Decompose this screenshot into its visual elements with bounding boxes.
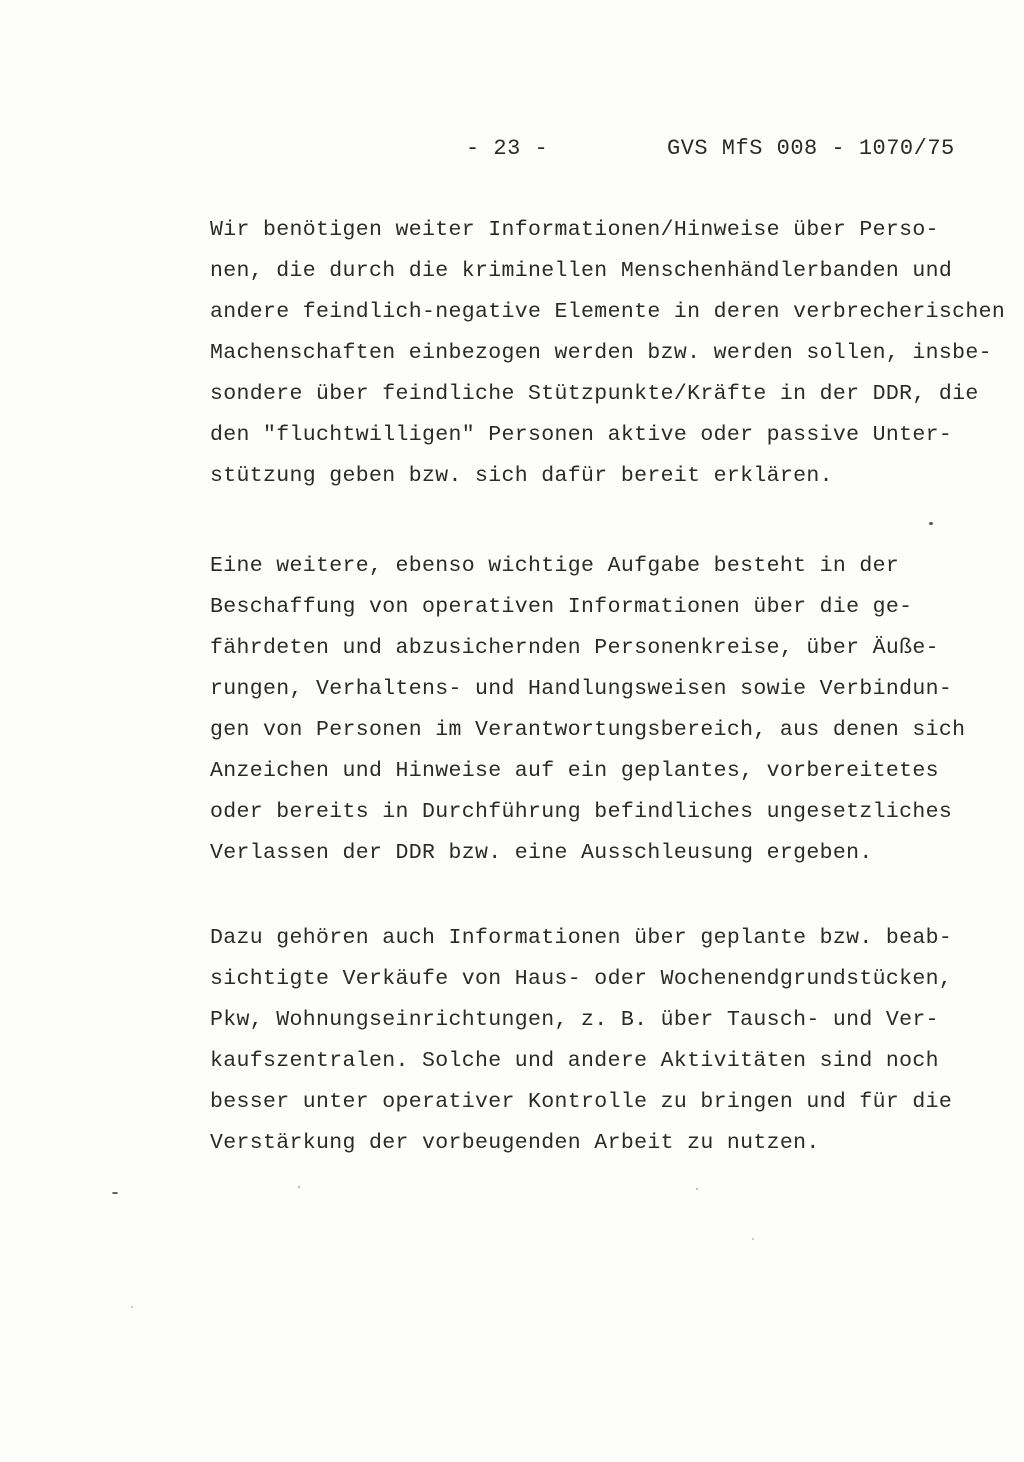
text-line: Beschaffung von operativen Informationen über die ge- xyxy=(210,595,913,619)
text-line: stützung geben bzw. sich dafür bereit erklären. xyxy=(210,464,833,488)
text-line: Anzeichen und Hinweise auf ein geplantes, vorbereitetes xyxy=(210,759,939,783)
page-header xyxy=(0,136,1024,168)
text-line: den "fluchtwilligen" Personen aktive oder passive Unter- xyxy=(210,423,953,447)
text-line: kaufszentralen. Solche und andere Aktivitäten sind noch xyxy=(210,1049,939,1073)
text-line: fährdeten und abzusichernden Personenkreise, über Äuße- xyxy=(210,636,939,660)
text-line: rungen, Verhaltens- und Handlungsweisen sowie Verbindun- xyxy=(210,677,953,701)
text-line: Wir benötigen weiter Informationen/Hinweise über Perso- xyxy=(210,218,939,242)
document-reference: GVS MfS 008 - 1070/75 xyxy=(667,136,955,161)
text-line: gen von Personen im Verantwortungsbereich, aus denen sich xyxy=(210,718,966,742)
text-line: nen, die durch die kriminellen Menschenhändlerbanden und xyxy=(210,259,953,283)
text-line: andere feindlich-negative Elemente in deren verbrecherischen xyxy=(210,300,1006,324)
paragraph-1 xyxy=(210,210,1010,497)
paragraph-3 xyxy=(210,918,1010,1164)
text-line: sondere über feindliche Stützpunkte/Kräfte in der DDR, die xyxy=(210,382,979,406)
text-line: oder bereits in Durchführung befindliches ungesetzliches xyxy=(210,800,953,824)
text-line: Eine weitere, ebenso wichtige Aufgabe besteht in der xyxy=(210,554,900,578)
scan-speck xyxy=(696,1188,698,1190)
scan-speck xyxy=(752,1238,754,1240)
text-line: sichtigte Verkäufe von Haus- oder Wochenendgrundstücken, xyxy=(210,967,953,991)
paragraph-2 xyxy=(210,546,1010,874)
text-line: Verstärkung der vorbeugenden Arbeit zu nutzen. xyxy=(210,1131,820,1155)
text-line: Pkw, Wohnungseinrichtungen, z. B. über Tausch- und Ver- xyxy=(210,1008,939,1032)
text-line: besser unter operativer Kontrolle zu bringen und für die xyxy=(210,1090,953,1114)
text-line: Verlassen der DDR bzw. eine Ausschleusung ergeben. xyxy=(210,841,873,865)
scan-speck xyxy=(929,522,933,525)
scan-speck xyxy=(112,1192,118,1194)
text-line: Dazu gehören auch Informationen über geplante bzw. beab- xyxy=(210,926,953,950)
page-number: - 23 - xyxy=(466,136,549,161)
scan-speck xyxy=(298,1186,300,1188)
text-line: Machenschaften einbezogen werden bzw. werden sollen, insbe- xyxy=(210,341,992,365)
scan-speck xyxy=(131,1306,133,1308)
